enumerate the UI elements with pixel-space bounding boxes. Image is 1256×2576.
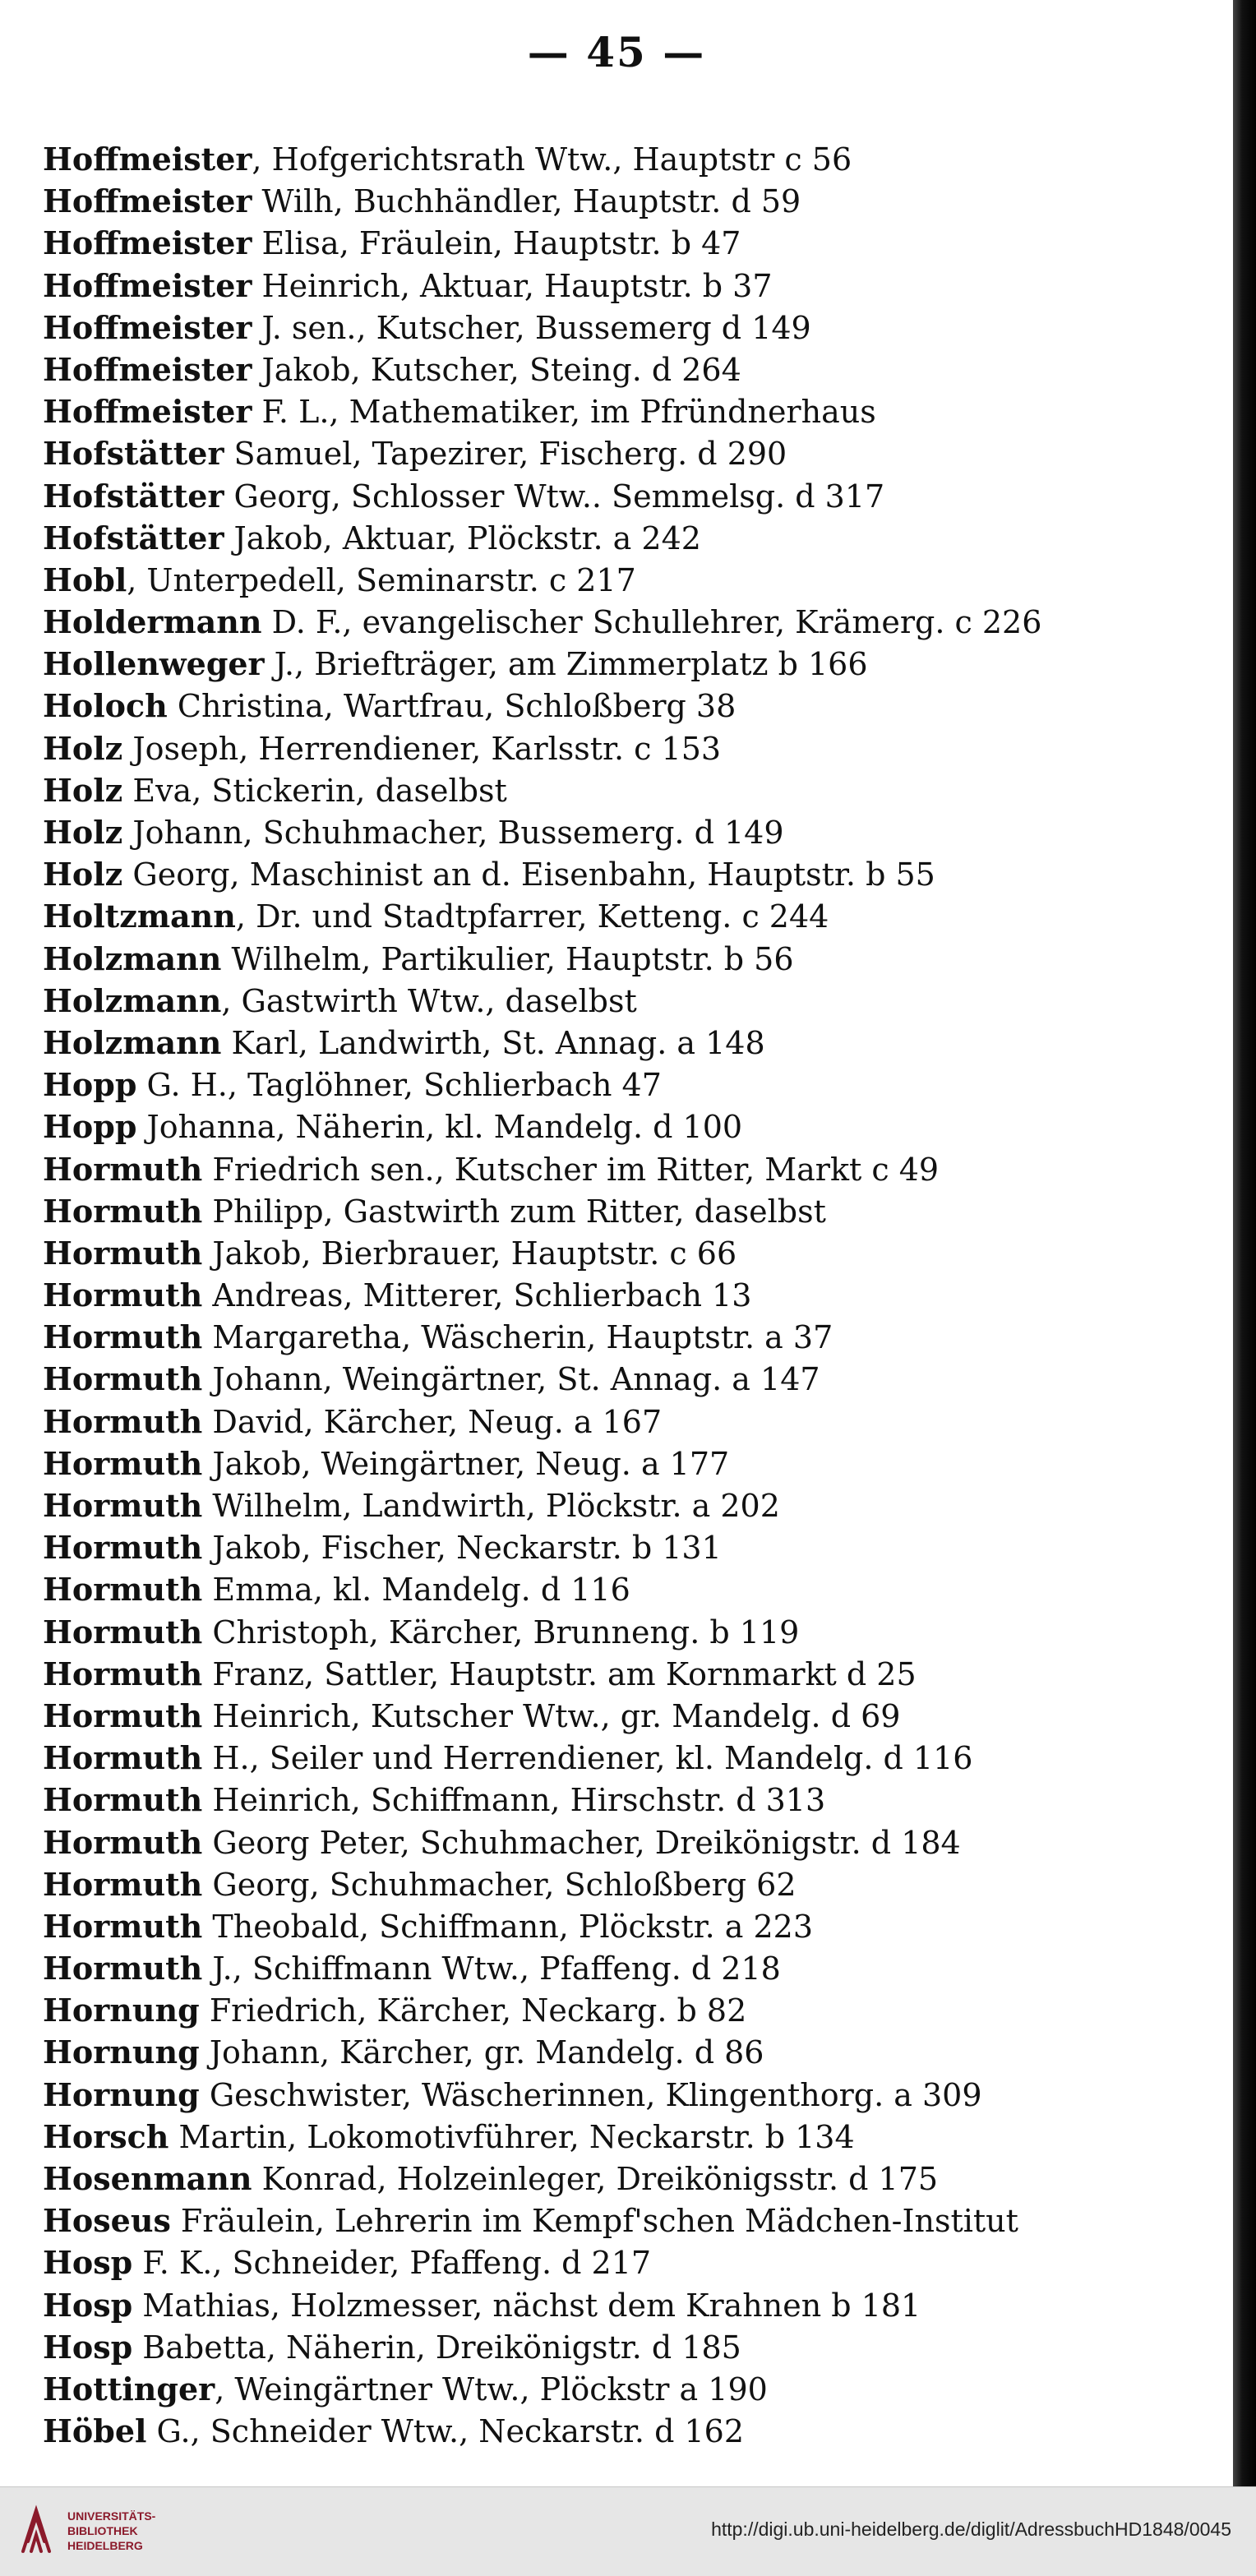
directory-entry	[43, 727, 1218, 769]
directory-entry	[43, 180, 1218, 222]
directory-entry	[43, 1443, 1218, 1484]
entry-surname: Hopp	[43, 1108, 137, 1146]
entry-surname: Hormuth	[43, 1950, 203, 1987]
entry-surname: Holz	[43, 814, 123, 851]
entry-surname: Hofstätter	[43, 519, 224, 556]
entry-surname: Hormuth	[43, 1613, 203, 1650]
page-number: — 45 —	[527, 28, 706, 76]
entry-surname: Horsch	[43, 2117, 169, 2155]
entry-surname: Hormuth	[43, 1571, 203, 1609]
entry-details: Martin, Lokomotivführer, Neckarstr. b 134	[169, 2118, 855, 2155]
entry-details: Eva, Stickerin, daselbst	[122, 772, 507, 809]
entry-details: Johann, Schuhmacher, Bussemerg. d 149	[122, 815, 784, 851]
entry-surname: Hopp	[43, 1066, 137, 1104]
entry-surname: Hormuth	[43, 1402, 203, 1440]
entry-surname: Hoseus	[43, 2202, 171, 2240]
directory-entry	[43, 1358, 1218, 1400]
entry-surname: Hormuth	[43, 1739, 203, 1777]
permalink-url[interactable]: http://digi.ub.uni-heidelberg.de/diglit/AdressbuchHD1848/0045	[711, 2518, 1231, 2540]
entry-details: Heinrich, Kutscher Wtw., gr. Mandelg. d 69	[202, 1697, 901, 1734]
directory-entry	[43, 138, 1218, 180]
entry-surname: Hormuth	[43, 1192, 203, 1230]
directory-entry	[43, 1821, 1218, 1863]
directory-entry	[43, 643, 1218, 685]
entry-surname: Hofstätter	[43, 477, 224, 515]
directory-entry	[43, 517, 1218, 559]
directory-entry	[43, 222, 1218, 264]
entry-details: David, Kärcher, Neug. a 167	[202, 1403, 663, 1440]
entry-details: Konrad, Holzeinleger, Dreikönigsstr. d 175	[252, 2161, 939, 2197]
directory-entry	[43, 980, 1218, 1022]
entry-surname: Holtzmann	[43, 898, 236, 935]
entry-details: , Weingärtner Wtw., Plöckstr a 190	[215, 2371, 768, 2407]
entry-surname: Hoffmeister	[43, 266, 252, 304]
entry-details: J., Schiffmann Wtw., Pfaffeng. d 218	[202, 1950, 781, 1987]
entry-surname: Hormuth	[43, 1444, 203, 1482]
entry-details: Fräulein, Lehrerin im Kempf'schen Mädchen-Institut	[170, 2203, 1018, 2240]
entry-surname: Hoffmeister	[43, 182, 252, 220]
entry-surname: Holz	[43, 729, 123, 767]
directory-entry	[43, 432, 1218, 474]
entry-details: , Dr. und Stadtpfarrer, Ketteng. c 244	[235, 898, 829, 935]
entry-details: Georg Peter, Schuhmacher, Dreikönigstr. d 184	[202, 1824, 961, 1861]
directory-entry	[43, 390, 1218, 432]
directory-entry	[43, 1653, 1218, 1695]
entry-details: Jakob, Bierbrauer, Hauptstr. c 66	[202, 1235, 737, 1272]
directory-entry	[43, 685, 1218, 727]
entry-surname: Hormuth	[43, 1823, 203, 1861]
entry-surname: Hornung	[43, 1992, 200, 2029]
entry-details: Heinrich, Schiffmann, Hirschstr. d 313	[202, 1782, 826, 1819]
entry-details: Wilhelm, Landwirth, Plöckstr. a 202	[202, 1488, 780, 1524]
directory-entry	[43, 475, 1218, 517]
entry-surname: Hosp	[43, 2244, 133, 2282]
library-logo-icon	[18, 2502, 54, 2556]
entry-details: Jakob, Weingärtner, Neug. a 177	[202, 1445, 730, 1482]
entry-surname: Hoffmeister	[43, 393, 252, 431]
entry-surname: Hormuth	[43, 1360, 203, 1398]
directory-entry	[43, 1022, 1218, 1064]
entry-surname: Hormuth	[43, 1697, 203, 1734]
directory-entry	[43, 2284, 1218, 2326]
entry-details: Andreas, Mitterer, Schlierbach 13	[202, 1277, 752, 1314]
entry-surname: Hornung	[43, 2075, 200, 2113]
page-edge-shadow	[1233, 0, 1256, 2486]
entry-details: Georg, Schuhmacher, Schloßberg 62	[202, 1866, 797, 1903]
entry-surname: Hosp	[43, 2328, 133, 2366]
entry-details: , Hofgerichtsrath Wtw., Hauptstr c 56	[252, 141, 852, 178]
entry-surname: Hormuth	[43, 1318, 203, 1356]
entry-details: J., Briefträger, am Zimmerplatz b 166	[264, 646, 868, 683]
entry-surname: Holzmann	[43, 939, 222, 977]
directory-entry	[43, 349, 1218, 390]
entry-surname: Hormuth	[43, 1150, 203, 1188]
directory-entry	[43, 2241, 1218, 2283]
entry-details: Karl, Landwirth, St. Annag. a 148	[221, 1024, 765, 1061]
entry-details: Jakob, Aktuar, Plöckstr. a 242	[224, 519, 701, 556]
entry-details: Mathias, Holzmesser, nächst dem Krahnen b 181	[132, 2287, 921, 2324]
entry-surname: Hormuth	[43, 1865, 203, 1903]
directory-entry	[43, 895, 1218, 937]
directory-entry	[43, 1484, 1218, 1526]
entry-details: Johanna, Näherin, kl. Mandelg. d 100	[136, 1109, 743, 1146]
directory-entry	[43, 1779, 1218, 1821]
directory-entry	[43, 1106, 1218, 1147]
entry-surname: Hornung	[43, 2034, 200, 2071]
directory-entry	[43, 2200, 1218, 2241]
entry-details: Friedrich, Kärcher, Neckarg. b 82	[199, 1992, 747, 2029]
entry-details: Margaretha, Wäscherin, Hauptstr. a 37	[202, 1319, 833, 1356]
directory-entry	[43, 2410, 1218, 2452]
directory-entry	[43, 938, 1218, 980]
directory-entry	[43, 265, 1218, 307]
library-name	[67, 2509, 155, 2553]
directory-entry	[43, 2031, 1218, 2073]
entry-details: Elisa, Fräulein, Hauptstr. b 47	[252, 225, 741, 262]
entry-surname: Hoffmeister	[43, 308, 252, 346]
entry-details: Johann, Kärcher, gr. Mandelg. d 86	[199, 2034, 764, 2071]
entry-details: Samuel, Tapezirer, Fischerg. d 290	[224, 436, 787, 473]
entry-details: D. F., evangelischer Schullehrer, Krämerg. c 226	[261, 604, 1042, 641]
entry-details: Christoph, Kärcher, Brunneng. b 119	[202, 1613, 800, 1650]
entry-details: Joseph, Herrendiener, Karlsstr. c 153	[122, 730, 722, 767]
entry-details: H., Seiler und Herrendiener, kl. Mandelg. d 116	[202, 1740, 973, 1777]
entry-surname: Hormuth	[43, 1234, 203, 1272]
entry-details: Babetta, Näherin, Dreikönigstr. d 185	[132, 2329, 741, 2366]
entry-surname: Höbel	[43, 2412, 147, 2450]
entry-surname: Hormuth	[43, 1655, 203, 1692]
entry-details: Jakob, Kutscher, Steing. d 264	[252, 351, 741, 388]
library-name-line3: HEIDELBERG	[67, 2539, 143, 2552]
library-name-line1: UNIVERSITÄTS-	[67, 2509, 156, 2523]
entry-surname: Holoch	[43, 687, 168, 725]
entry-details: Christina, Wartfrau, Schloßberg 38	[167, 688, 737, 725]
directory-entries	[43, 138, 1218, 2452]
entry-surname: Hormuth	[43, 1907, 203, 1945]
footer-bar	[0, 2486, 1256, 2576]
entry-details: Franz, Sattler, Hauptstr. am Kornmarkt d 25	[202, 1655, 917, 1692]
directory-entry	[43, 1274, 1218, 1316]
entry-surname: Hoffmeister	[43, 224, 252, 262]
entry-details: Emma, kl. Mandelg. d 116	[202, 1572, 630, 1609]
entry-surname: Holzmann	[43, 981, 222, 1019]
entry-details: , Unterpedell, Seminarstr. c 217	[127, 561, 636, 598]
directory-entry	[43, 2368, 1218, 2410]
directory-entry	[43, 601, 1218, 643]
entry-details: F. K., Schneider, Pfaffeng. d 217	[132, 2245, 652, 2282]
directory-entry	[43, 1695, 1218, 1737]
directory-entry	[43, 1989, 1218, 2031]
entry-details: Jakob, Fischer, Neckarstr. b 131	[202, 1530, 722, 1567]
entry-surname: Holz	[43, 856, 123, 893]
entry-details: Geschwister, Wäscherinnen, Klingenthorg. a 309	[199, 2076, 982, 2113]
entry-details: Friedrich sen., Kutscher im Ritter, Markt c 49	[202, 1151, 940, 1188]
directory-entry	[43, 307, 1218, 349]
directory-entry	[43, 1232, 1218, 1274]
directory-entry	[43, 1148, 1218, 1190]
entry-details: J. sen., Kutscher, Bussemerg d 149	[252, 309, 811, 346]
directory-entry	[43, 1863, 1218, 1905]
entry-details: F. L., Mathematiker, im Pfründnerhaus	[252, 394, 876, 431]
entry-surname: Hormuth	[43, 1487, 203, 1524]
entry-details: Georg, Maschinist an d. Eisenbahn, Hauptstr. b 55	[122, 856, 935, 893]
entry-details: Wilhelm, Partikulier, Hauptstr. b 56	[221, 940, 794, 977]
directory-entry	[43, 1190, 1218, 1232]
directory-entry	[43, 1947, 1218, 1989]
entry-surname: Hobl	[43, 561, 127, 598]
entry-surname: Hormuth	[43, 1781, 203, 1819]
directory-entry	[43, 1737, 1218, 1779]
entry-surname: Hosenmann	[43, 2160, 252, 2197]
entry-surname: Holdermann	[43, 603, 262, 641]
directory-entry	[43, 853, 1218, 895]
entry-surname: Hofstätter	[43, 435, 224, 473]
entry-surname: Hoffmeister	[43, 141, 252, 178]
entry-details: Georg, Schlosser Wtw.. Semmelsg. d 317	[224, 478, 885, 515]
directory-entry	[43, 1316, 1218, 1358]
entry-details: Philipp, Gastwirth zum Ritter, daselbst	[202, 1193, 826, 1230]
directory-entry	[43, 2158, 1218, 2200]
entry-surname: Hormuth	[43, 1276, 203, 1314]
entry-surname: Hollenweger	[43, 645, 265, 683]
library-name-line2: BIBLIOTHEK	[67, 2524, 138, 2537]
directory-entry	[43, 1401, 1218, 1443]
entry-details: Johann, Weingärtner, St. Annag. a 147	[202, 1361, 820, 1398]
directory-entry	[43, 769, 1218, 811]
directory-entry	[43, 1611, 1218, 1653]
entry-details: Heinrich, Aktuar, Hauptstr. b 37	[252, 267, 773, 304]
entry-surname: Holzmann	[43, 1023, 222, 1061]
entry-details: , Gastwirth Wtw., daselbst	[221, 982, 637, 1019]
directory-entry	[43, 1568, 1218, 1610]
entry-surname: Hoffmeister	[43, 350, 252, 388]
directory-entry	[43, 2074, 1218, 2116]
entry-details: Wilh, Buchhändler, Hauptstr. d 59	[252, 183, 801, 220]
entry-surname: Hosp	[43, 2286, 133, 2324]
directory-entry	[43, 559, 1218, 601]
directory-entry	[43, 2116, 1218, 2158]
directory-entry	[43, 1526, 1218, 1568]
entry-surname: Hottinger	[43, 2370, 215, 2407]
entry-details: Theobald, Schiffmann, Plöckstr. a 223	[202, 1908, 814, 1945]
directory-entry	[43, 1905, 1218, 1947]
entry-surname: Holz	[43, 771, 123, 809]
entry-details: G., Schneider Wtw., Neckarstr. d 162	[146, 2413, 745, 2450]
directory-entry	[43, 811, 1218, 853]
entry-details: G. H., Taglöhner, Schlierbach 47	[136, 1067, 662, 1104]
entry-surname: Hormuth	[43, 1529, 203, 1567]
directory-entry	[43, 2326, 1218, 2368]
directory-entry	[43, 1064, 1218, 1106]
